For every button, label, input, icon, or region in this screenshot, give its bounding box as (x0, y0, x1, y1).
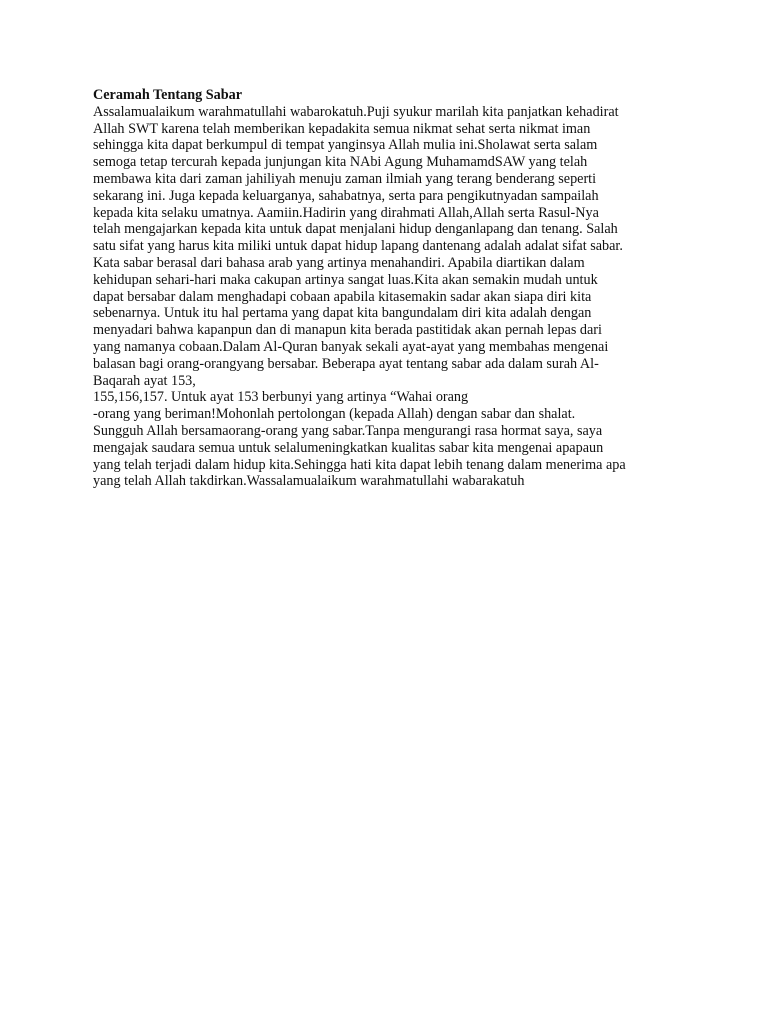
text-line: menyadari bahwa kapanpun dan di manapun kita berada pastitidak akan pernah lepas dari (93, 322, 602, 339)
text-line: dapat bersabar dalam menghadapi cobaan apabila kitasemakin sadar akan siapa diri kita (93, 288, 592, 305)
text-line: sebenarnya. Untuk itu hal pertama yang dapat kita bangundalam diri kita adalah dengan (93, 305, 592, 322)
text-line: balasan bagi orang-orangyang bersabar. Beberapa ayat tentang sabar ada dalam surah Al- (93, 355, 599, 372)
text-line: satu sifat yang harus kita miliki untuk dapat hidup lapang dantenang adalah adalat sifat sabar. (93, 238, 623, 255)
text-line: Baqarah ayat 153, (93, 372, 196, 389)
text-line: 155,156,157. Untuk ayat 153 berbunyi yang artinya “Wahai orang (93, 389, 469, 406)
text-line: Sungguh Allah bersamaorang-orang yang sabar.Tanpa mengurangi rasa hormat saya, saya (93, 422, 603, 439)
document-text (93, 104, 683, 490)
text-line: telah mengajarkan kepada kita untuk dapat menjalani hidup denganlapang dan tenang. Salah (93, 221, 618, 238)
document-title: Ceramah Tentang Sabar (93, 87, 242, 103)
text-line: sehingga kita dapat berkumpul di tempat yanginsya Allah mulia ini.Sholawat serta salam (93, 137, 598, 154)
text-line: Kata sabar berasal dari bahasa arab yang artinya menahandiri. Apabila diartikan dalam (93, 254, 585, 271)
text-line: semoga tetap tercurah kepada junjungan kita NAbi Agung MuhamamdSAW yang telah (93, 154, 588, 171)
text-line: Allah SWT karena telah memberikan kepadakita semua nikmat sehat serta nikmat iman (93, 120, 591, 137)
text-line: yang namanya cobaan.Dalam Al-Quran banyak sekali ayat-ayat yang membahas mengenai (93, 338, 609, 355)
text-line: sekarang ini. Juga kepada keluarganya, sahabatnya, serta para pengikutnyadan sampailah (93, 187, 599, 204)
text-line: membawa kita dari zaman jahiliyah menuju zaman ilmiah yang terang benderang seperti (93, 170, 597, 187)
text-line: mengajak saudara semua untuk selalumeningkatkan kualitas sabar kita mengenai apapaun (93, 439, 604, 456)
text-line: yang telah Allah takdirkan.Wassalamualaikum warahmatullahi wabarakatuh (93, 473, 525, 490)
text-line: kehidupan sehari-hari maka cakupan artinya sangat luas.Kita akan semakin mudah untuk (93, 271, 598, 288)
text-line: kepada kita selaku umatnya. Aamiin.Hadirin yang dirahmati Allah,Allah serta Rasul-Nya (93, 204, 599, 221)
text-line: -orang yang beriman!Mohonlah pertolongan (kepada Allah) dengan sabar dan shalat. (93, 406, 576, 423)
document-body (93, 87, 683, 490)
text-line: Assalamualaikum warahmatullahi wabarokatuh.Puji syukur marilah kita panjatkan kehadirat (93, 103, 619, 120)
text-line: yang telah terjadi dalam hidup kita.Sehingga hati kita dapat lebih tenang dalam menerima apa (93, 456, 626, 473)
